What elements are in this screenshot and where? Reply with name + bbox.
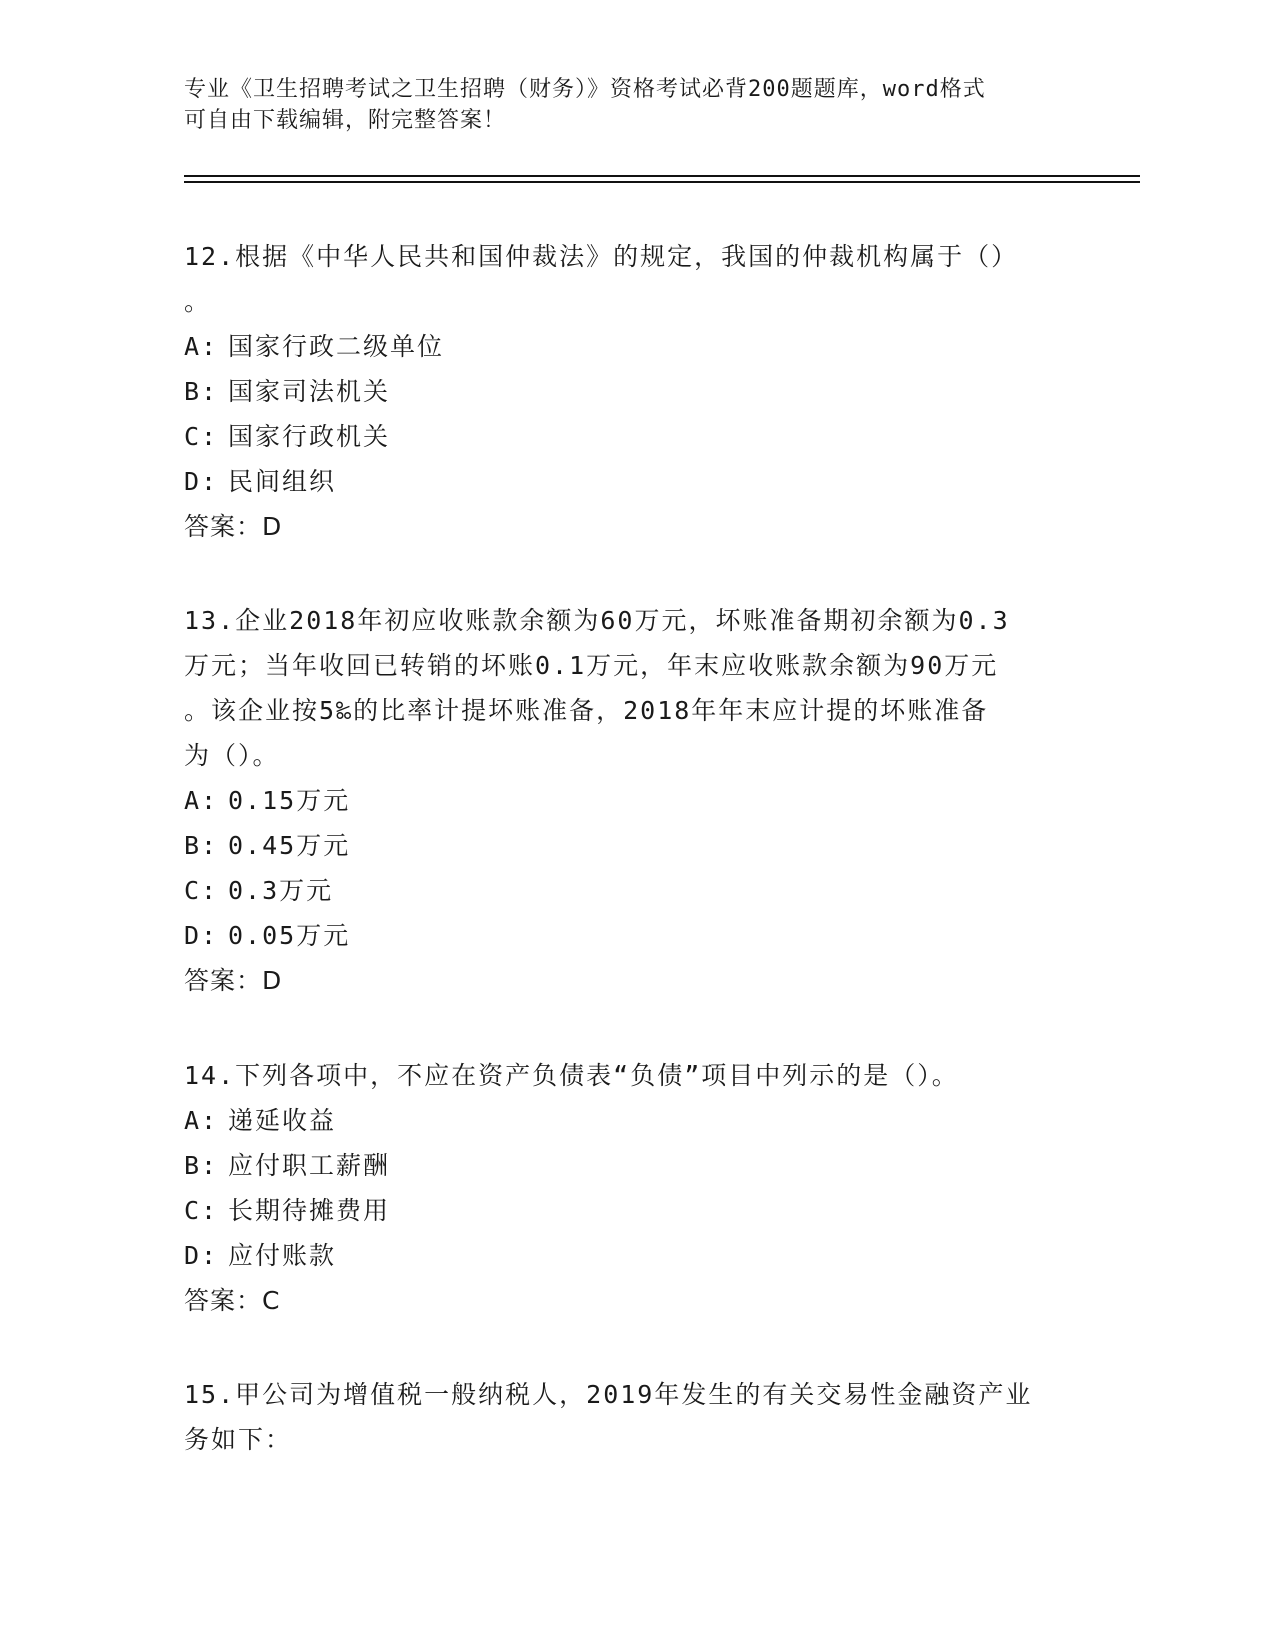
question-stem-line: 12.根据《中华人民共和国仲裁法》的规定，我国的仲裁机构属于（） — [184, 242, 1019, 271]
option-text: 0.05万元 — [228, 921, 351, 950]
option-text: 0.3万元 — [228, 876, 334, 905]
header-divider — [184, 181, 1140, 183]
option-key: A: — [184, 332, 219, 361]
option-text: 递延收益 — [228, 1106, 337, 1135]
question-stem-line: 为（）。 — [184, 741, 280, 770]
option-text: 0.15万元 — [228, 786, 351, 815]
question-15 — [184, 1372, 1084, 1462]
option-a — [184, 778, 1084, 823]
option-key: A: — [184, 1106, 219, 1135]
option-c — [184, 868, 1084, 913]
question-stem-line: 万元；当年收回已转销的坏账0.1万元，年末应收账款余额为90万元 — [184, 651, 999, 680]
header-line-2: 可自由下载编辑，附完整答案！ — [184, 108, 507, 133]
option-key: B: — [184, 831, 219, 860]
question-14 — [184, 1053, 1084, 1323]
option-d — [184, 459, 1084, 504]
option-b — [184, 823, 1084, 868]
option-text: 应付职工薪酬 — [228, 1151, 391, 1180]
option-text: 国家司法机关 — [228, 377, 391, 406]
question-stem-line: 务如下： — [184, 1425, 293, 1454]
option-key: D: — [184, 921, 219, 950]
question-12 — [184, 234, 1084, 549]
option-c — [184, 414, 1084, 459]
option-b — [184, 369, 1084, 414]
question-13 — [184, 598, 1084, 1003]
question-stem-line: 。该企业按5‰的比率计提坏账准备，2018年年末应计提的坏账准备 — [184, 696, 989, 725]
option-text: 0.45万元 — [228, 831, 351, 860]
question-stem-line: 15.甲公司为增值税一般纳税人，2019年发生的有关交易性金融资产业 — [184, 1380, 1033, 1409]
answer-line: 答案：D — [184, 512, 283, 541]
option-c — [184, 1188, 1084, 1233]
option-key: A: — [184, 786, 219, 815]
answer-line: 答案：D — [184, 966, 283, 995]
option-d — [184, 1233, 1084, 1278]
option-a — [184, 324, 1084, 369]
option-key: B: — [184, 1151, 219, 1180]
option-key: D: — [184, 467, 219, 496]
option-text: 国家行政机关 — [228, 422, 391, 451]
option-key: D: — [184, 1241, 219, 1270]
document-header — [184, 74, 1064, 136]
option-text: 长期待摊费用 — [228, 1196, 391, 1225]
option-d — [184, 913, 1084, 958]
option-b — [184, 1143, 1084, 1188]
question-stem-line: 13.企业2018年初应收账款余额为60万元，坏账准备期初余额为0.3 — [184, 606, 1010, 635]
option-text: 民间组织 — [228, 467, 337, 496]
option-text: 应付账款 — [228, 1241, 337, 1270]
option-text: 国家行政二级单位 — [228, 332, 445, 361]
answer-line: 答案：C — [184, 1286, 281, 1315]
option-key: C: — [184, 422, 219, 451]
header-line-1: 专业《卫生招聘考试之卫生招聘（财务）》资格考试必背200题题库，word格式 — [184, 77, 986, 102]
question-stem-line: 14.下列各项中，不应在资产负债表“负债”项目中列示的是（）。 — [184, 1061, 959, 1090]
option-key: B: — [184, 377, 219, 406]
option-a — [184, 1098, 1084, 1143]
header-divider — [184, 175, 1140, 177]
option-key: C: — [184, 1196, 219, 1225]
option-key: C: — [184, 876, 219, 905]
question-stem-line: 。 — [184, 287, 212, 316]
